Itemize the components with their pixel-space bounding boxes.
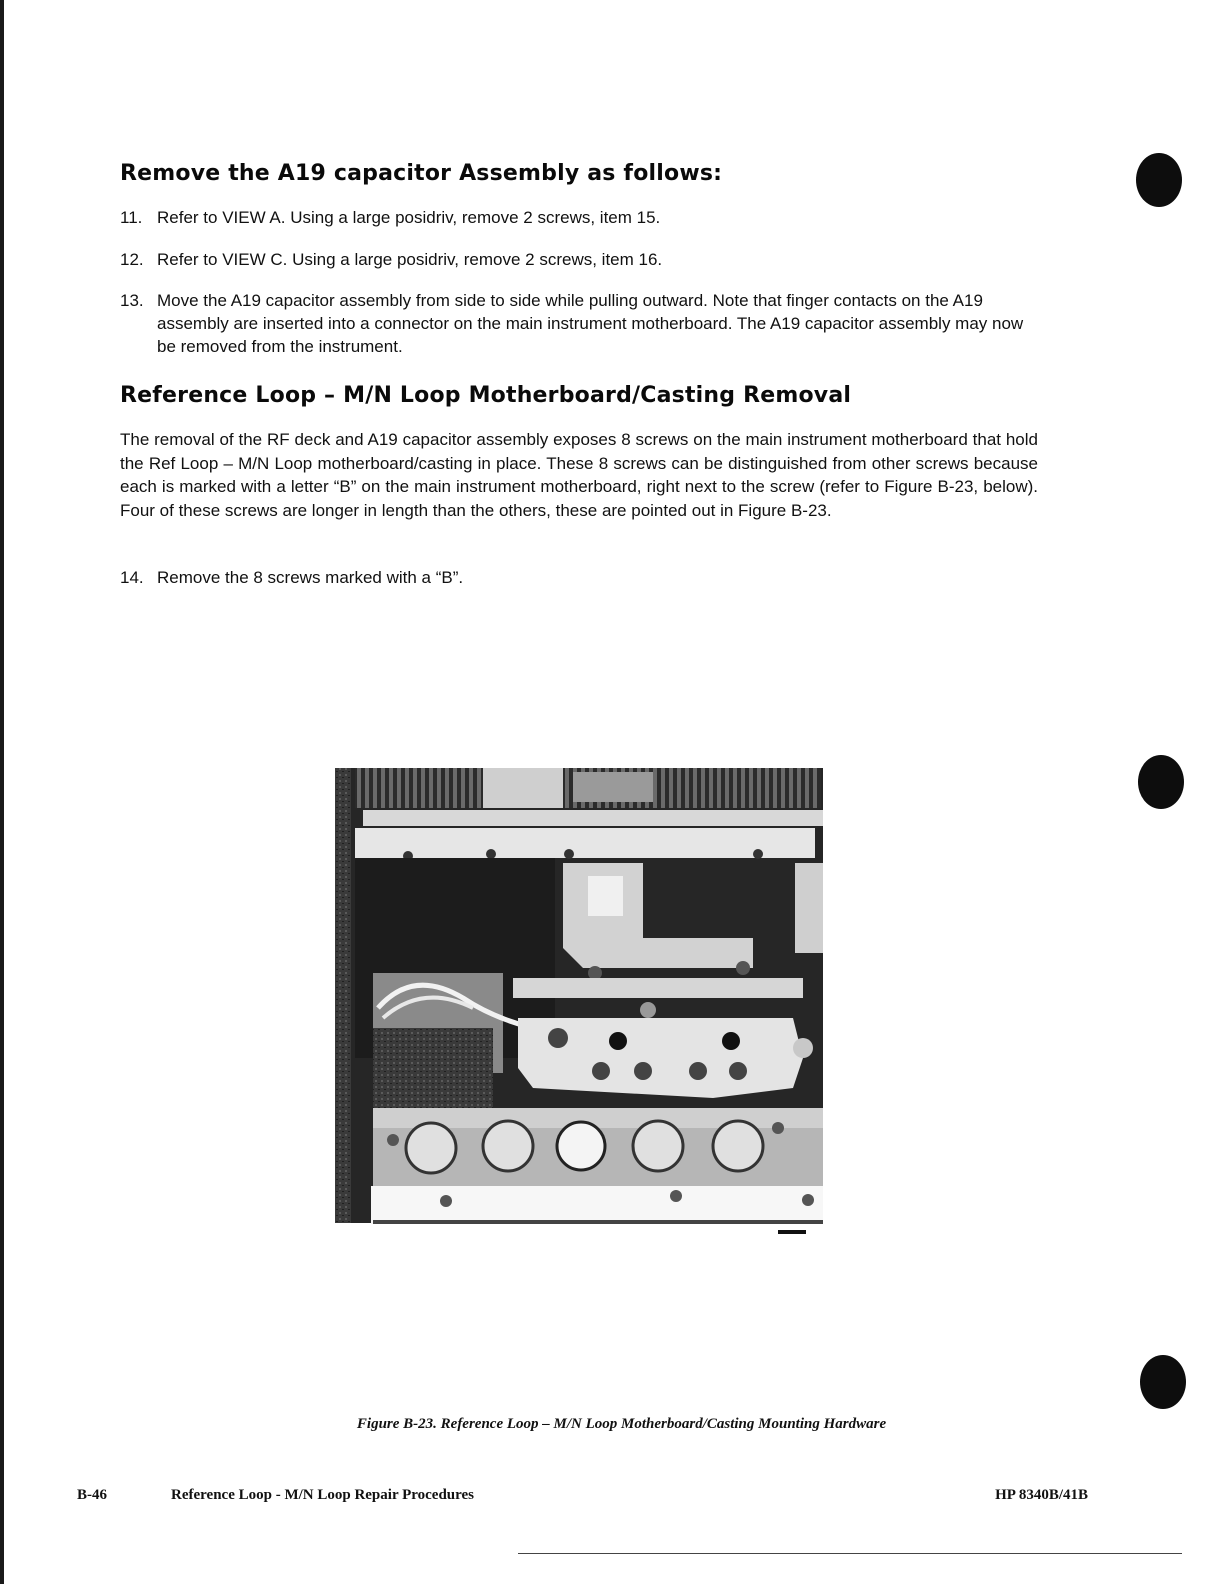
binder-hole-top xyxy=(1136,153,1182,207)
footer-divider xyxy=(518,1553,1182,1554)
footer-model-number: HP 8340B/41B xyxy=(995,1487,1088,1503)
step-number: 14. xyxy=(120,568,144,587)
intro-paragraph: The removal of the RF deck and A19 capacitor assembly exposes 8 screws on the main instrument motherboard that hold the Ref Loop – M/N Loop motherboard/casting in place. These 8 screws can be distinguished from other screws because each is marked with a letter “B” on the main instrument motherboard, right next to the screw (refer to Figure B-23, below). Four of these screws are longer in length than the others, these are pointed out in Figure B-23. xyxy=(120,430,1038,520)
figure-caption: Figure B-23. Reference Loop – M/N Loop Motherboard/Casting Mounting Hardware xyxy=(356,1416,887,1432)
step-12 xyxy=(120,248,1040,271)
step-text: Remove the 8 screws marked with a “B”. xyxy=(157,568,464,587)
step-text: Move the A19 capacitor assembly from side to side while pulling outward. Note that finger contacts on the A19 assembly are inserted into a connector on the main instrument motherboard. The A19 capacitor assembly may now be removed from the instrument. xyxy=(157,291,1024,356)
section-heading-a19-removal: Remove the A19 capacitor Assembly as follows: xyxy=(120,161,723,186)
figure-photo-motherboard xyxy=(333,768,825,1240)
binder-hole-middle xyxy=(1138,755,1184,809)
step-number: 12. xyxy=(120,250,144,269)
binder-hole-bottom xyxy=(1140,1355,1186,1409)
step-number: 11. xyxy=(120,208,143,227)
step-text: Refer to VIEW A. Using a large posidriv, remove 2 screws, item 15. xyxy=(157,208,661,227)
footer-section-title: Reference Loop - M/N Loop Repair Procedures xyxy=(171,1487,475,1503)
step-14 xyxy=(120,566,1040,589)
step-11 xyxy=(120,206,1040,229)
step-number: 13. xyxy=(120,291,144,310)
step-13 xyxy=(120,289,1040,358)
footer-page-number: B-46 xyxy=(77,1487,107,1503)
step-text: Refer to VIEW C. Using a large posidriv, remove 2 screws, item 16. xyxy=(157,250,663,269)
section-heading-casting-removal: Reference Loop – M/N Loop Motherboard/Casting Removal xyxy=(120,383,852,408)
page-binding-edge xyxy=(0,0,4,1584)
